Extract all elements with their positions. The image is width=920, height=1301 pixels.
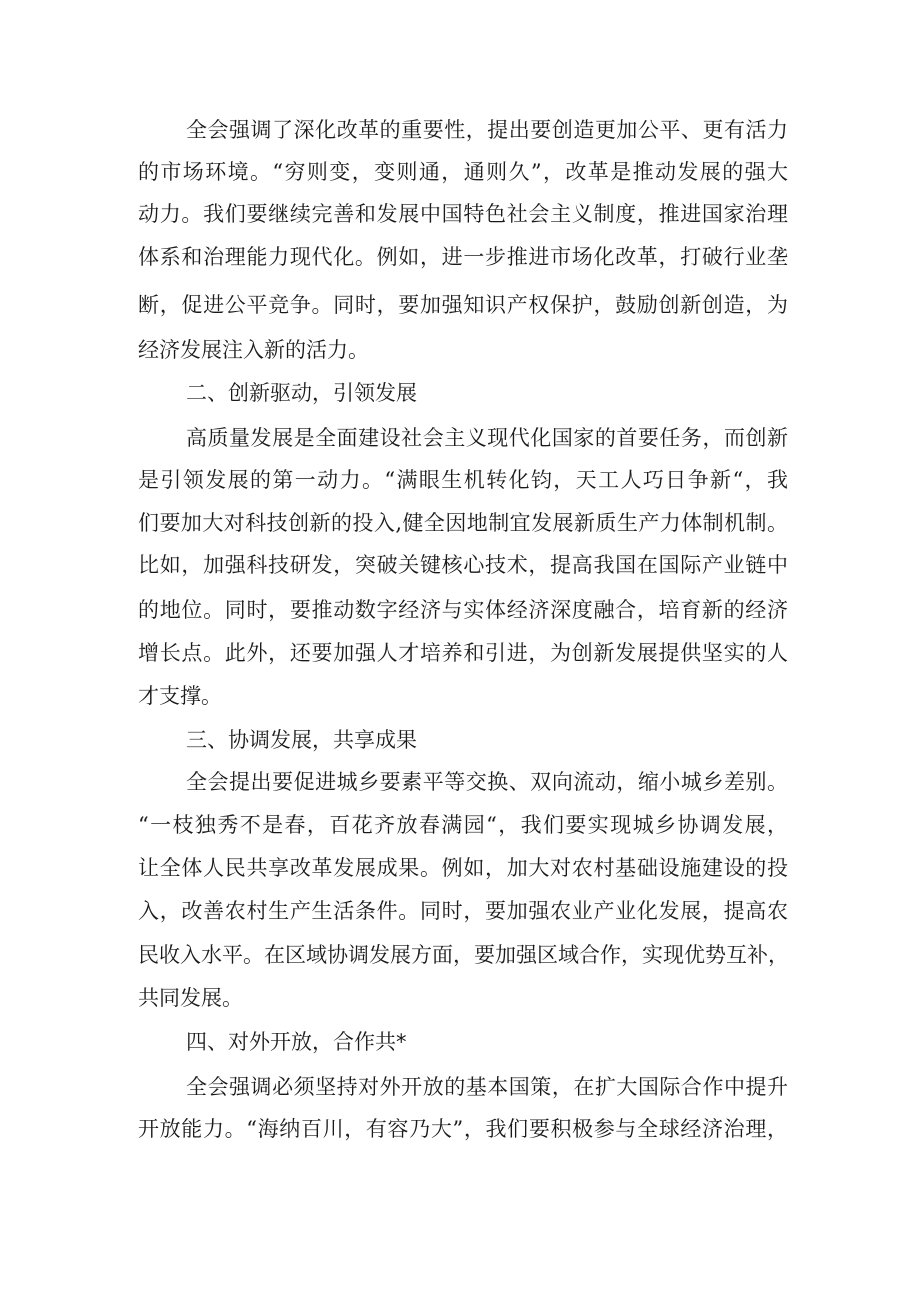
paragraph-line: 的市场环境。“穷则变，变则通，通则久”，改革是推动发展的强大 <box>138 160 788 184</box>
paragraph-line: 动力。我们要继续完善和发展中国特色社会主义制度，推进国家治理 <box>138 202 788 226</box>
paragraph-line: 高质量发展是全面建设社会主义现代化国家的首要任务，而创新 <box>186 426 788 450</box>
paragraph-line: 体系和治理能力现代化。例如，进一步推进市场化改革，打破行业垄 <box>138 245 788 269</box>
section-heading: 二、创新驱动，引领发展 <box>186 381 417 405</box>
paragraph-line: 全会强调了深化改革的重要性，提出要创造更加公平、更有活力 <box>186 118 788 142</box>
paragraph-line: 增长点。此外，还要加强人才培养和引进，为创新发展提供坚实的人 <box>138 641 788 665</box>
paragraph-line: 断，促进公平竞争。同时，要加强知识产权保护，鼓励创新创造，为 <box>138 293 788 317</box>
paragraph-line: 开放能力。“海纳百川，有容乃大”，我们要积极参与全球经济治理， <box>138 1117 788 1141</box>
paragraph-line: 经济发展注入新的活力。 <box>138 338 369 362</box>
paragraph-line: 全会提出要促进城乡要素平等交换、双向流动，缩小城乡差别。 <box>186 770 788 794</box>
paragraph-line: 们要加大对科技创新的投入,健全因地制宜发展新质生产力体制机制。 <box>138 511 788 535</box>
paragraph-line: 入，改善农村生产生活条件。同时，要加强农业产业化发展，提高农 <box>138 899 788 923</box>
paragraph-line: “一枝独秀不是春，百花齐放春满园“，我们要实现城乡协调发展， <box>138 813 788 837</box>
paragraph-line: 共同发展。 <box>138 986 243 1010</box>
paragraph-line: 全会强调必须坚持对外开放的基本国策，在扩大国际合作中提升 <box>186 1075 788 1099</box>
paragraph-line: 才支撑。 <box>138 684 222 708</box>
paragraph-line: 是引领发展的第一动力。“满眼生机转化钧，天工人巧日争新“，我 <box>138 468 788 492</box>
paragraph-line: 的地位。同时，要推动数字经济与实体经济深度融合，培育新的经济 <box>138 598 788 622</box>
paragraph-line: 民收入水平。在区域协调发展方面，要加强区域合作，实现优势互补， <box>138 943 789 967</box>
section-heading: 四、对外开放，合作共* <box>186 1030 407 1054</box>
paragraph-line: 让全体人民共享改革发展成果。例如，加大对农村基础设施建设的投 <box>138 856 788 880</box>
section-heading: 三、协调发展，共享成果 <box>186 728 417 752</box>
paragraph-line: 比如，加强科技研发，突破关键核心技术，提高我国在国际产业链中 <box>138 553 788 577</box>
